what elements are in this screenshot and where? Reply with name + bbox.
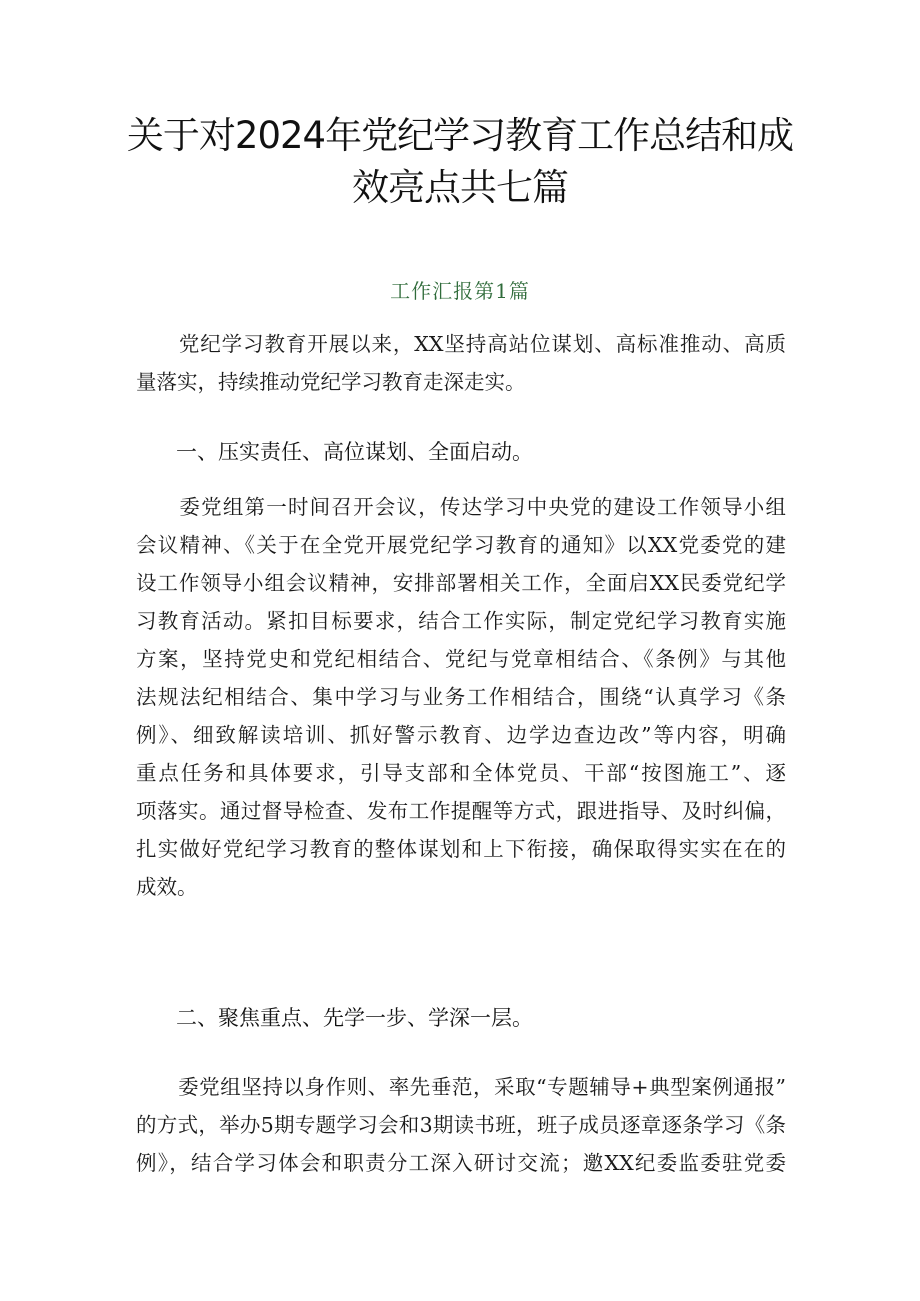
paragraph-line: 项落实。通过督导检查、发布工作提醒等方式，跟进指导、及时纠偏， <box>136 799 786 823</box>
paragraph-line: 成效。 <box>136 875 198 899</box>
paragraph-line: 法规法纪相结合、集中学习与业务工作相结合，围绕“认真学习《条 <box>136 685 786 709</box>
paragraph-line: 习教育活动。紧扣目标要求，结合工作实际，制定党纪学习教育实施 <box>136 609 786 633</box>
section-heading-1: 一、压实责任、高位谋划、全面启动。 <box>176 440 533 464</box>
document-title-line-2: 效亮点共七篇 <box>352 166 568 209</box>
paragraph-line: 方案，坚持党史和党纪相结合、党纪与党章相结合、《条例》与其他 <box>136 647 786 671</box>
paragraph-line: 党纪学习教育开展以来，XX坚持高站位谋划、高标准推动、高质 <box>136 332 786 356</box>
paragraph-line: 例》、细致解读培训、抓好警示教育、边学边查边改”等内容，明确 <box>136 723 786 747</box>
section-2-paragraph <box>136 1068 786 1182</box>
paragraph-line: 例》，结合学习体会和职责分工深入研讨交流；邀XX纪委监委驻党委 <box>136 1151 786 1175</box>
paragraph-line: 扎实做好党纪学习教育的整体谋划和上下衔接，确保取得实实在在的 <box>136 837 786 861</box>
paragraph-line: 量落实，持续推动党纪学习教育走深走实。 <box>136 370 526 394</box>
paragraph-line: 重点任务和具体要求，引导支部和全体党员、干部“按图施工”、逐 <box>136 761 786 785</box>
paragraph-line: 设工作领导小组会议精神，安排部署相关工作，全面启XX民委党纪学 <box>136 571 786 595</box>
document-title-line-1: 关于对2024年党纪学习教育工作总结和成 <box>126 114 794 157</box>
paragraph-line: 委党组坚持以身作则、率先垂范，采取“专题辅导+典型案例通报” <box>136 1075 786 1099</box>
paragraph-line: 会议精神、《关于在全党开展党纪学习教育的通知》以XX党委党的建 <box>136 533 786 557</box>
paragraph-line: 的方式，举办5期专题学习会和3期读书班，班子成员逐章逐条学习《条 <box>136 1113 786 1137</box>
section-1-paragraph <box>136 488 786 906</box>
section-heading-2: 二、聚焦重点、先学一步、学深一层。 <box>176 1006 533 1030</box>
section-subtitle: 工作汇报第1篇 <box>390 279 530 303</box>
paragraph-line: 委党组第一时间召开会议，传达学习中央党的建设工作领导小组 <box>136 495 786 519</box>
intro-paragraph <box>136 325 786 401</box>
